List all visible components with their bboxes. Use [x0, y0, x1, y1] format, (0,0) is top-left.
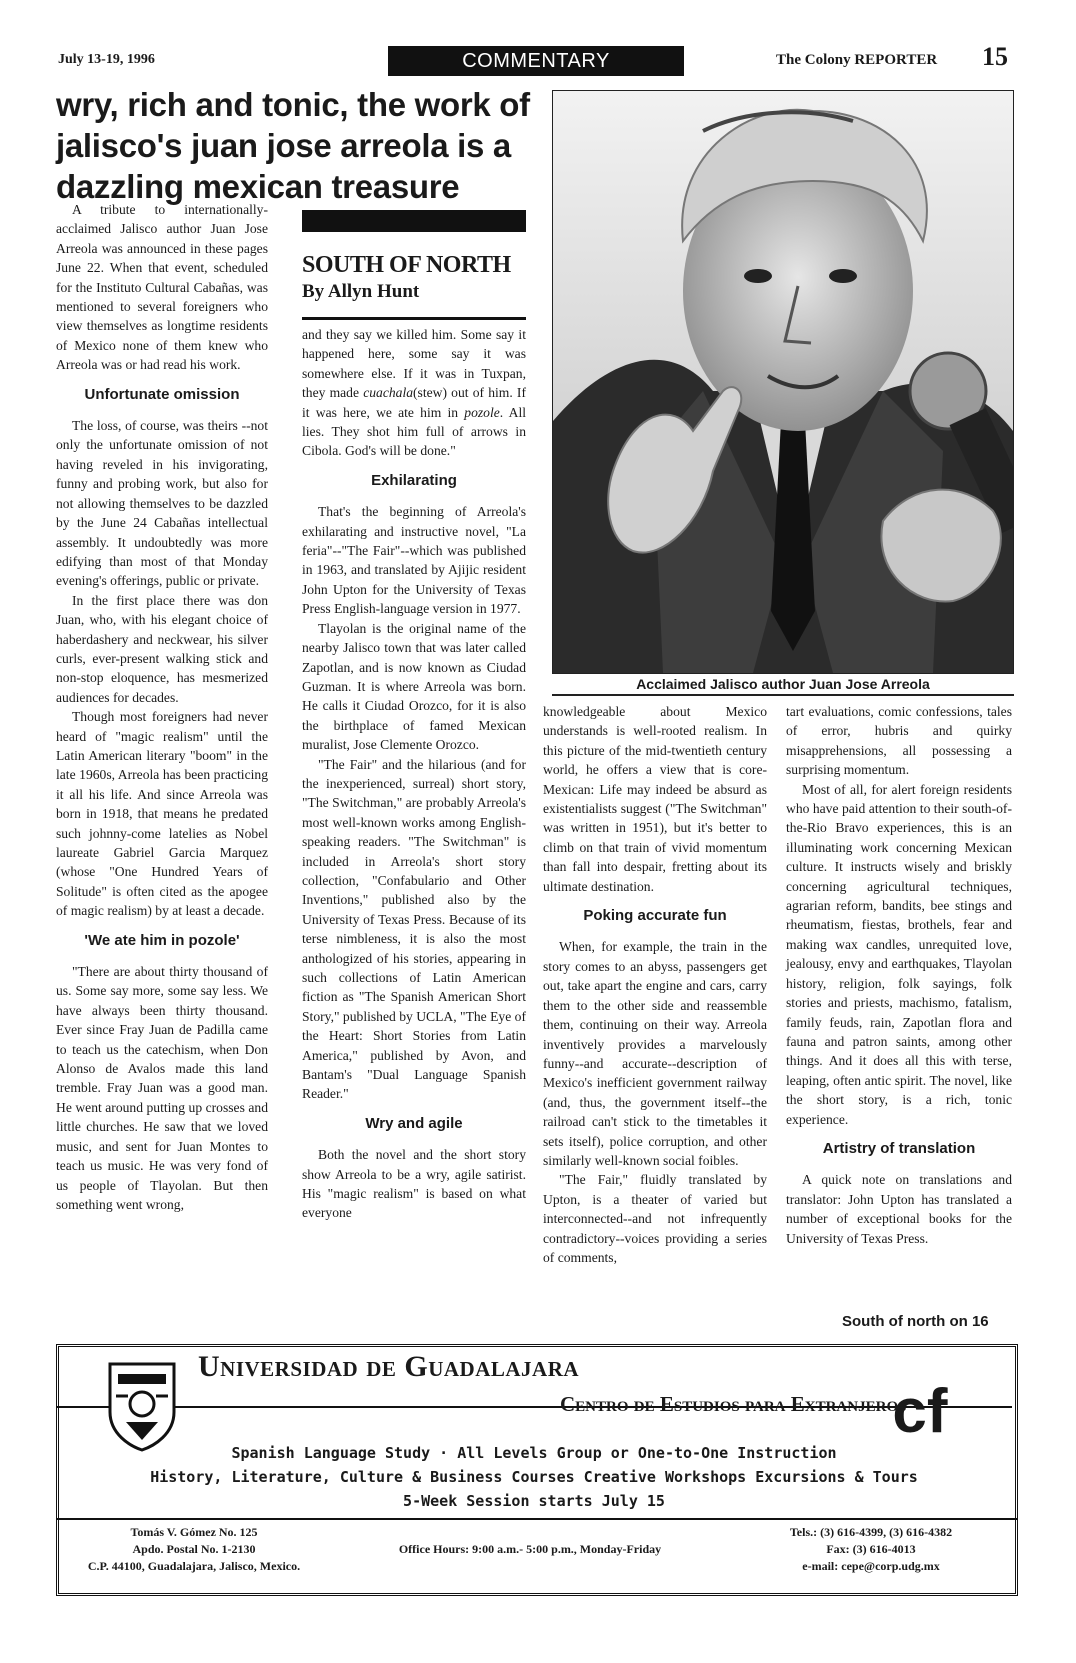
article-column-2 — [302, 325, 526, 1223]
paragraph: In the first place there was don Juan, who, with his elegant choice of haberdashery and neckwear, his silver curls, ever-present walking stick and non-stop eloquence, has mesmerized audiences for decades. — [56, 592, 268, 705]
university-name: Universidad de Guadalajara — [198, 1350, 580, 1383]
portrait-illustration — [553, 91, 1013, 673]
article-column-1 — [56, 200, 268, 1214]
author-byline: By Allyn Hunt — [302, 281, 420, 302]
caption-divider — [552, 694, 1014, 696]
subheading: Unfortunate omission — [84, 385, 240, 403]
subheading: Poking accurate fun — [583, 907, 727, 925]
paragraph: Tlayolan is the original name of the nearby Jalisco town that was later called Zapotlan, and is now known as Ciudad Guzman. It is where Arreola was born. He calls it Ciudad Orozco, for it is also the birthplace of famed Mexican muralist, Jose Clemente Orozco. — [302, 620, 526, 753]
ad-footer-divider — [56, 1518, 1018, 1520]
newspaper-name: The Colony REPORTER — [776, 52, 938, 68]
office-hours: Office Hours: 9:00 a.m.- 5:00 p.m., Monday-Friday — [398, 1542, 662, 1556]
center-logo: cf — [892, 1377, 948, 1446]
column-title: SOUTH OF NORTH — [302, 252, 511, 278]
paragraph: tart evaluations, comic confessions, tales of error, hubris and quirky misapprehensions, all possessing a surprising momentum. — [786, 704, 1012, 778]
issue-date: July 13-19, 1996 — [58, 52, 155, 67]
subheading: Wry and agile — [365, 1114, 463, 1132]
email-address: e-mail: cepe@corp.udg.mx — [802, 1559, 940, 1573]
subheading: Artistry of translation — [822, 1139, 976, 1157]
article-column-3 — [543, 702, 767, 1267]
paragraph: knowledgeable about Mexico understands is well-rooted realism. In this picture of the mid-twentieth century world, he offers a view that is core-Mexican: Life may indeed be absurd as existentialists suggest ("The Switchman" was written in 1951), but it's better to climb on that train of vivid momentum than fall into despair, fretting about its ultimate destination. — [543, 704, 767, 894]
section-banner: COMMENTARY — [388, 46, 684, 76]
author-photo — [552, 90, 1014, 674]
page-number: 15 — [982, 42, 1008, 71]
paragraph: "The Fair," fluidly translated by Upton, is a theater of varied but interconnected--and not infrequently contradictory--voices providing a series of comments, — [543, 1172, 767, 1265]
paragraph: and they say we killed him. Some say it happened here, some say it was somewhere else. If it was in Tuxpan, they made cuachala(stew) out of him. If it was here, we ate him in pozole. All lies. They shot him full of arrows in Cibola. God's will be done." — [302, 327, 526, 459]
paragraph: Most of all, for alert foreign residents who have paid attention to their south-of-the-Rio Bravo experiences, this is an illuminating work concerning Mexican culture. It instructs wisely and briskly concerning agricultural techniques, agrarian reform, bandits, bee stings and rheumatism, fiestas, brothels, fear and making wax candles, unrequited love, jealousy, envy and earthquakes, Tlayolan history, religion, folk sayings, folk stories and priests, machismo, fatalism, family feuds, rain, Zapotlan flora and fauna and patron saints, among other things. And it does all this with terse, leaping, often antic spirit. The novel, like the short story, is a rich, tonic experience. — [786, 781, 1012, 1127]
ad-services-line: Spanish Language Study · All Levels Group or One-to-One Instruction — [231, 1444, 837, 1462]
subheading: Exhilarating — [371, 471, 457, 489]
phone-numbers: Tels.: (3) 616-4399, (3) 616-4382 — [789, 1525, 953, 1539]
article-headline: wry, rich and tonic, the work of jalisco's juan jose arreola is a dazzling mexican treasure — [56, 86, 530, 205]
photo-caption: Acclaimed Jalisco author Juan Jose Arreola — [636, 676, 930, 692]
address-line: Tomás V. Gómez No. 125 — [130, 1525, 258, 1539]
article-column-4 — [786, 702, 1012, 1248]
fax-number: Fax: (3) 616-4013 — [826, 1542, 916, 1556]
paragraph: Though most foreigners had never heard of "magic realism" until the Latin American literary "boom" in the late 1960s, Arreola has been practicing it all his life. And since Arreola was born in 1918, that means he predated such johnny-come latelies as Nobel laureate Gabriel Garcia Marquez (whose "One Hundred Years of Solitude" is often cited as the apogee of magic realism) by at least a decade. — [56, 709, 268, 919]
paragraph: When, for example, the train in the story comes to an abyss, passengers get out, take apart the engine and cars, carry them to the other side and reassemble them, continuing on their way. Arreola inventively provides a marvelously funny--and accurate--description of Mexico's inefficient government railway (and, thus, the government itself--the railroad can't stick to the timetables it sets itself), police corruption, and other similarly well-known social foibles. — [543, 939, 767, 1168]
paragraph: A quick note on translations and translator: John Upton has translated a number of exceptional books for the University of Texas Press. — [786, 1172, 1012, 1246]
column-byline — [302, 210, 526, 320]
paragraph: "There are about thirty thousand of us. Some say more, some say less. We have always been thirty thousand. Ever since Fray Juan de Padilla came to teach us the catechism, when Don Alonso de Avalos made this land tremble. Fray Juan was a good man. He went around putting up crosses and little churches. He saw that we loved music, and sent for Juan Montes to teach us music. He was very fond of us people of Tlayolan. But then something went wrong, — [56, 964, 268, 1212]
byline-divider — [302, 317, 526, 320]
ad-contact — [740, 1524, 1002, 1575]
paragraph: A tribute to internationally-acclaimed Jalisco author Juan Jose Arreola was announced in these pages June 22. When that event, scheduled for the Instituto Cultural Cabañas, was mentioned to several foreigners who view themselves as longtime residents of Mexico none of them knew who Arreola was or had read his work. — [56, 202, 268, 373]
ad-session-line: 5-Week Session starts July 15 — [403, 1492, 665, 1510]
ad-courses-line: History, Literature, Culture & Business Courses Creative Workshops Excursions & Tours — [150, 1468, 918, 1486]
ad-address — [64, 1524, 324, 1575]
address-line: C.P. 44100, Guadalajara, Jalisco, Mexico. — [87, 1559, 301, 1573]
continued-on-jump: South of north on 16 — [842, 1313, 989, 1330]
paragraph: Both the novel and the short story show Arreola to be a wry, agile satirist. His "magic realism" is based on what everyone — [302, 1147, 526, 1221]
university-seal — [104, 1356, 180, 1452]
paragraph: That's the beginning of Arreola's exhilarating and instructive novel, "La feria"--"The Fair"--which was published in 1963, and translated by Ajijic resident John Upton for the University of Texas Press English-language version in 1977. — [302, 504, 526, 617]
paragraph: The loss, of course, was theirs --not only the unfortunate omission of not having reveled in his invigorating, funny and probing work, but also for not allowing themselves to be dazzled by the June 24 Cabañas intellectual assembly. It undoubtedly was more edifying than most of that Monday evening's offerings, public or private. — [56, 418, 268, 589]
subheading: 'We ate him in pozole' — [84, 931, 240, 949]
byline-bar — [302, 210, 526, 232]
paragraph: "The Fair" and the hilarious (and for the inexperienced, surreal) short story, "The Switchman," are probably Arreola's most well-known works among English-speaking readers. "The Switchman" is included in Arreola's short story collection, "Confabulario and Other Inventions," published also by the University of Texas Press. Because of its terse nimbleness, it is also the most anthologized of his stories, appearing in such collections of Latin American fiction as "The Spanish American Short Story," published by UCLA, "The Eye of the Heart: Short Stories from Latin America," published by Avon, and Bantam's "Dual Language Spanish Reader." — [302, 756, 526, 1102]
address-line: Apdo. Postal No. 1-2130 — [132, 1542, 256, 1556]
center-name: Centro de Estudios para Extranjeros — [560, 1392, 907, 1416]
